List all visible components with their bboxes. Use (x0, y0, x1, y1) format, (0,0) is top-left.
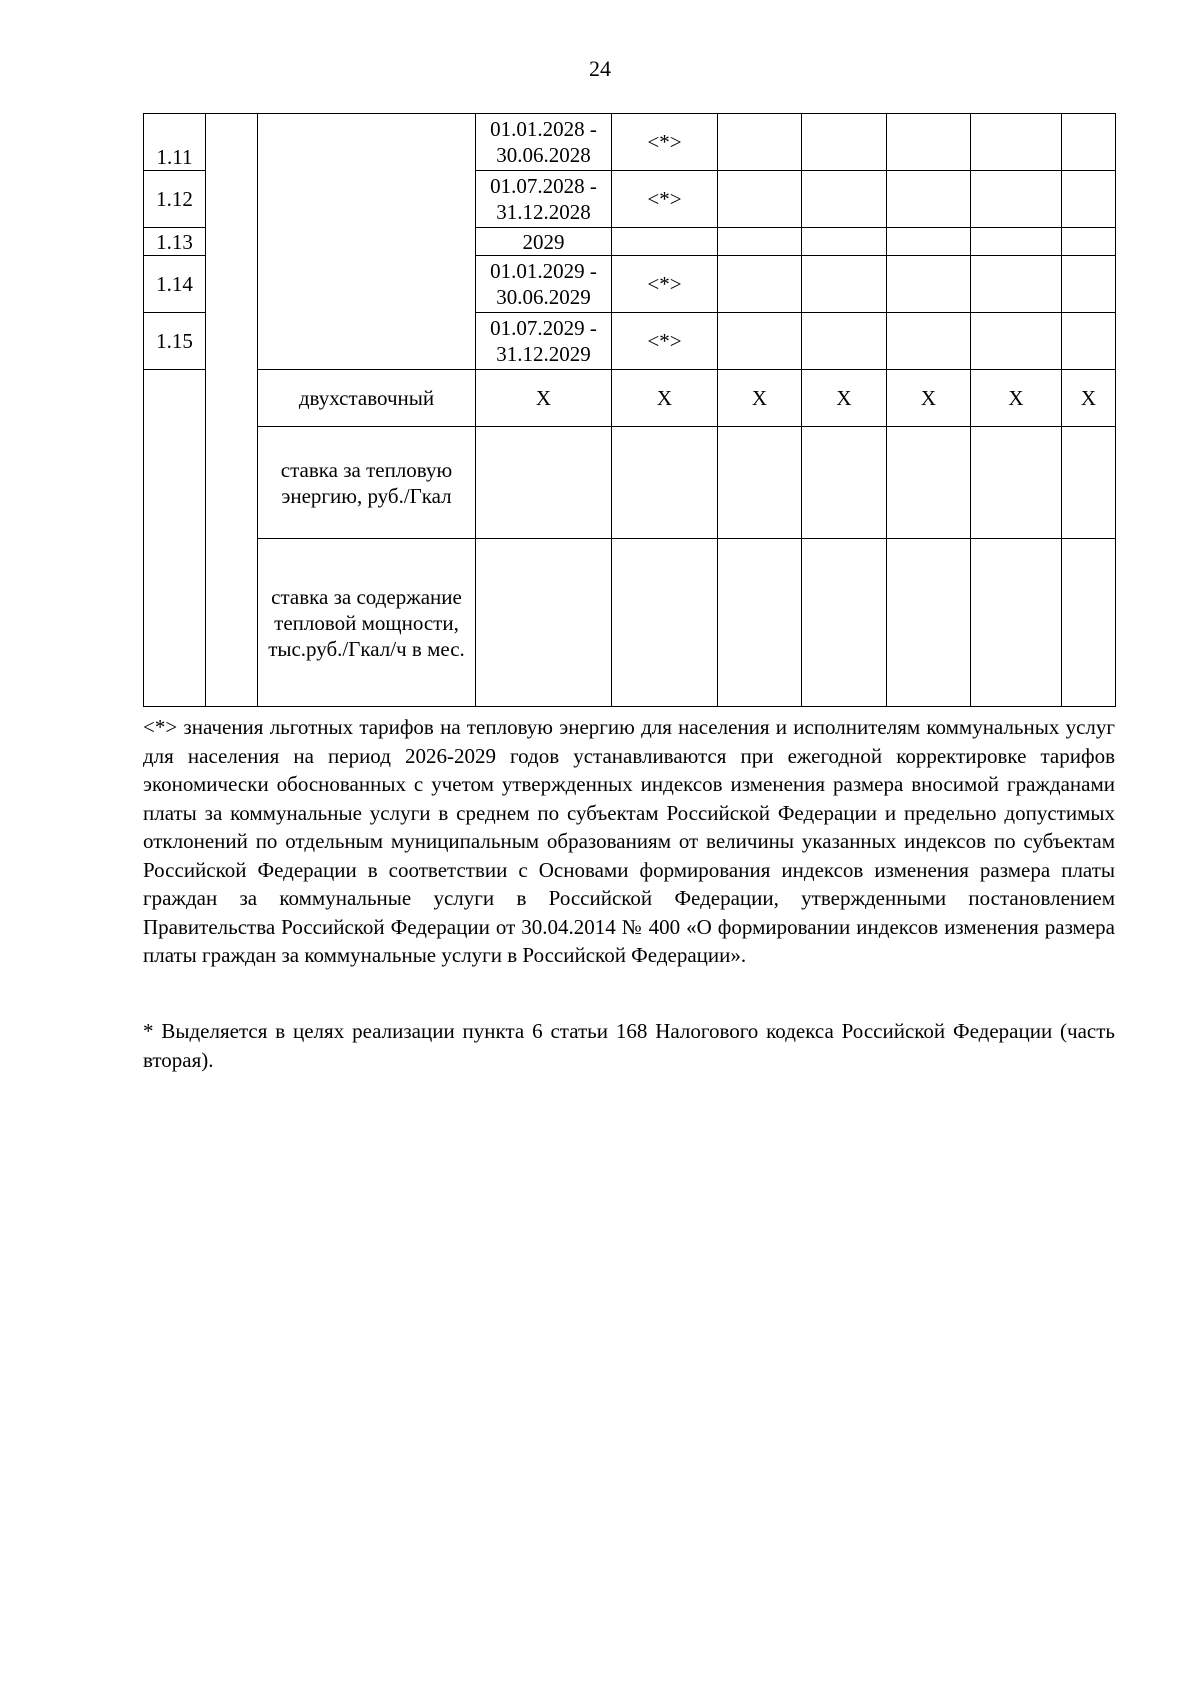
empty-cell (612, 427, 718, 539)
tariff-value: <*> (612, 114, 718, 171)
tariff-value: <*> (612, 313, 718, 370)
energy-rate-label: ставка за тепловую энергию, руб./Гкал (258, 427, 476, 539)
row-number: 1.13 (144, 228, 206, 256)
empty-cell (206, 114, 258, 707)
x-mark: X (971, 370, 1062, 427)
empty-cell (718, 539, 802, 707)
empty-cell (971, 539, 1062, 707)
empty-cell (887, 171, 971, 228)
empty-cell (718, 256, 802, 313)
empty-cell (887, 228, 971, 256)
x-mark: X (887, 370, 971, 427)
tariff-value: <*> (612, 171, 718, 228)
x-mark: X (718, 370, 802, 427)
period-cell: 01.07.2028 - 31.12.2028 (476, 171, 612, 228)
empty-cell (887, 427, 971, 539)
row-number: 1.11 (144, 114, 206, 171)
empty-cell (887, 539, 971, 707)
empty-cell (1062, 256, 1116, 313)
empty-cell (802, 114, 887, 171)
empty-cell (1062, 171, 1116, 228)
empty-cell (971, 171, 1062, 228)
table-row (144, 370, 1116, 427)
empty-cell (802, 427, 887, 539)
empty-cell (887, 114, 971, 171)
period-cell: 01.01.2028 - 30.06.2028 (476, 114, 612, 171)
period-cell: 01.07.2029 - 31.12.2029 (476, 313, 612, 370)
empty-cell (802, 313, 887, 370)
capacity-rate-label: ставка за содержание тепловой мощности, тыс.руб./Гкал/ч в мес. (258, 539, 476, 707)
empty-cell (887, 313, 971, 370)
empty-cell (802, 256, 887, 313)
empty-cell (718, 114, 802, 171)
empty-cell (612, 539, 718, 707)
tariff-value: <*> (612, 256, 718, 313)
tariff-value (612, 228, 718, 256)
empty-cell (971, 427, 1062, 539)
empty-cell (718, 171, 802, 228)
empty-cell (258, 114, 476, 370)
two-rate-label: двухставочный (258, 370, 476, 427)
empty-cell (971, 114, 1062, 171)
table-row (144, 427, 1116, 539)
footnote-tax-code: * Выделяется в целях реализации пункта 6 статьи 168 Налогового кодекса Российской Федерации (часть вторая). (143, 1019, 1115, 1072)
empty-cell (718, 228, 802, 256)
x-mark: X (612, 370, 718, 427)
empty-cell (971, 228, 1062, 256)
table-row (144, 114, 1116, 171)
table-row (144, 539, 1116, 707)
empty-cell (718, 427, 802, 539)
period-cell: 2029 (476, 228, 612, 256)
empty-cell (971, 313, 1062, 370)
empty-cell (1062, 313, 1116, 370)
empty-cell (1062, 427, 1116, 539)
tariff-table (143, 113, 1116, 707)
empty-cell (1062, 114, 1116, 171)
empty-cell (971, 256, 1062, 313)
page-number: 24 (589, 56, 611, 81)
empty-cell (476, 427, 612, 539)
row-number: 1.15 (144, 313, 206, 370)
empty-cell (802, 228, 887, 256)
x-mark: X (802, 370, 887, 427)
empty-cell (476, 539, 612, 707)
empty-cell (1062, 539, 1116, 707)
row-number: 1.12 (144, 171, 206, 228)
period-cell: 01.01.2029 - 30.06.2029 (476, 256, 612, 313)
empty-cell (718, 313, 802, 370)
row-number: 1.14 (144, 256, 206, 313)
empty-cell (144, 370, 206, 707)
empty-cell (887, 256, 971, 313)
empty-cell (802, 171, 887, 228)
empty-cell (802, 539, 887, 707)
x-mark: X (1062, 370, 1116, 427)
footnote-preferential-tariffs: <*> значения льготных тарифов на тепловую энергию для населения и исполнителям коммунальных услуг для населения на период 2026-2029 годов устанавливаются при ежегодной корректировке тарифов экономически обоснованных с учетом утвержденных индексов изменения размера вносимой гражданами платы за коммунальные услуги в среднем по субъектам Российской Федерации и предельно допустимых отклонений по отдельным муниципальным образованиям от величины указанных индексов по субъектам Российской Федерации в соответствии с Основами формирования индексов изменения размера платы граждан за коммунальные услуги в Российской Федерации, утвержденными постановлением Правительства Российской Федерации от 30.04.2014 № 400 «О формировании индексов изменения размера платы граждан за коммунальные услуги в Российской Федерации». (143, 715, 1115, 967)
x-mark: X (476, 370, 612, 427)
empty-cell (1062, 228, 1116, 256)
